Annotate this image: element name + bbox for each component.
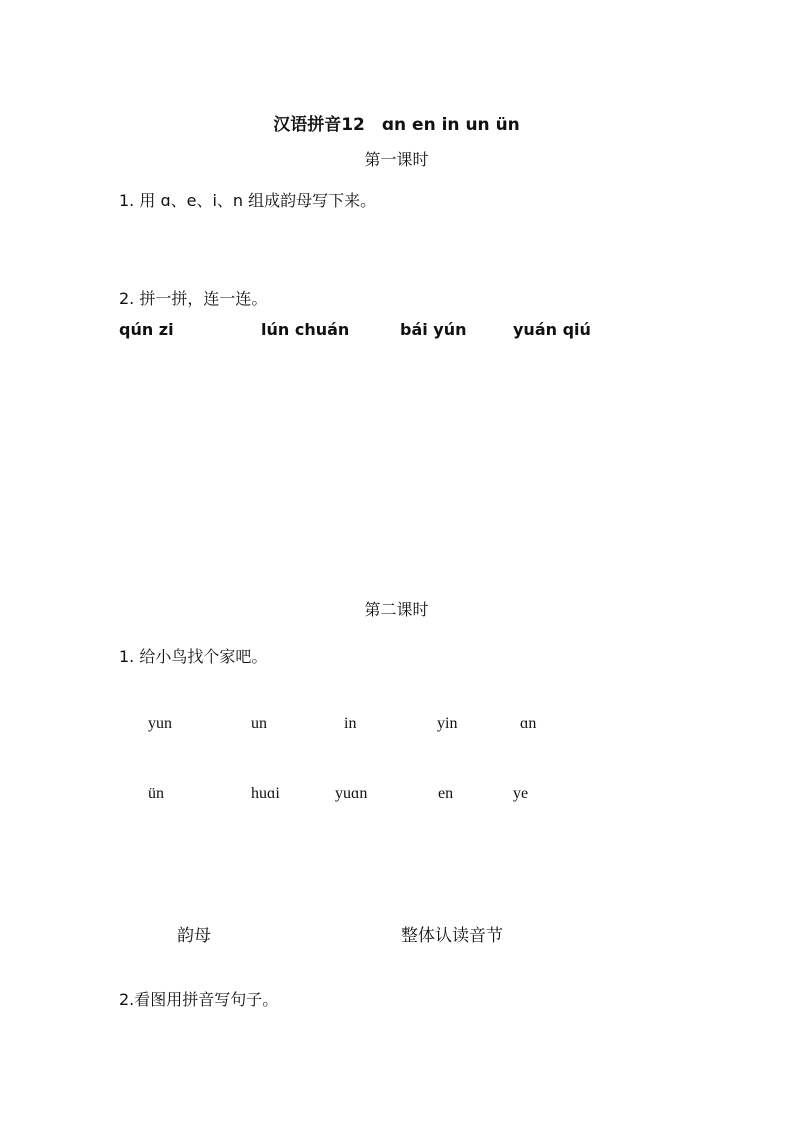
pinyin-word: yuán qiú xyxy=(513,320,591,339)
pinyin-word: lún chuán xyxy=(261,320,350,339)
syllable-item: ɑn xyxy=(520,715,537,732)
category-whole-syllables: 整体认读音节 xyxy=(401,926,503,946)
lesson-two-question-two: 2.看图用拼音写句子。 xyxy=(119,990,279,1009)
syllable-item: in xyxy=(344,715,357,732)
lesson-two-question-one: 1. 给小鸟找个家吧。 xyxy=(119,647,268,666)
category-finals: 韵母 xyxy=(177,926,211,946)
lesson-one-heading: 第一课时 xyxy=(364,150,429,169)
syllable-item: yun xyxy=(148,715,172,732)
worksheet-title: 汉语拼音12 ɑn en in un ün xyxy=(273,115,520,135)
lesson-one-question-two: 2. 拼一拼，连一连。 xyxy=(119,289,268,308)
syllable-item: yin xyxy=(437,715,458,732)
syllable-item: ye xyxy=(513,785,529,802)
syllable-item: un xyxy=(251,715,267,732)
syllable-item: yuɑn xyxy=(335,785,368,802)
pinyin-word: qún zi xyxy=(119,320,174,339)
syllable-item: en xyxy=(438,785,454,802)
lesson-one-question-one: 1. 用 ɑ、e、i、n 组成韵母写下来。 xyxy=(119,191,377,210)
syllable-item: ün xyxy=(148,785,164,802)
syllable-item: huɑi xyxy=(251,785,280,802)
lesson-two-heading: 第二课时 xyxy=(364,600,429,619)
pinyin-word: bái yún xyxy=(400,320,467,339)
